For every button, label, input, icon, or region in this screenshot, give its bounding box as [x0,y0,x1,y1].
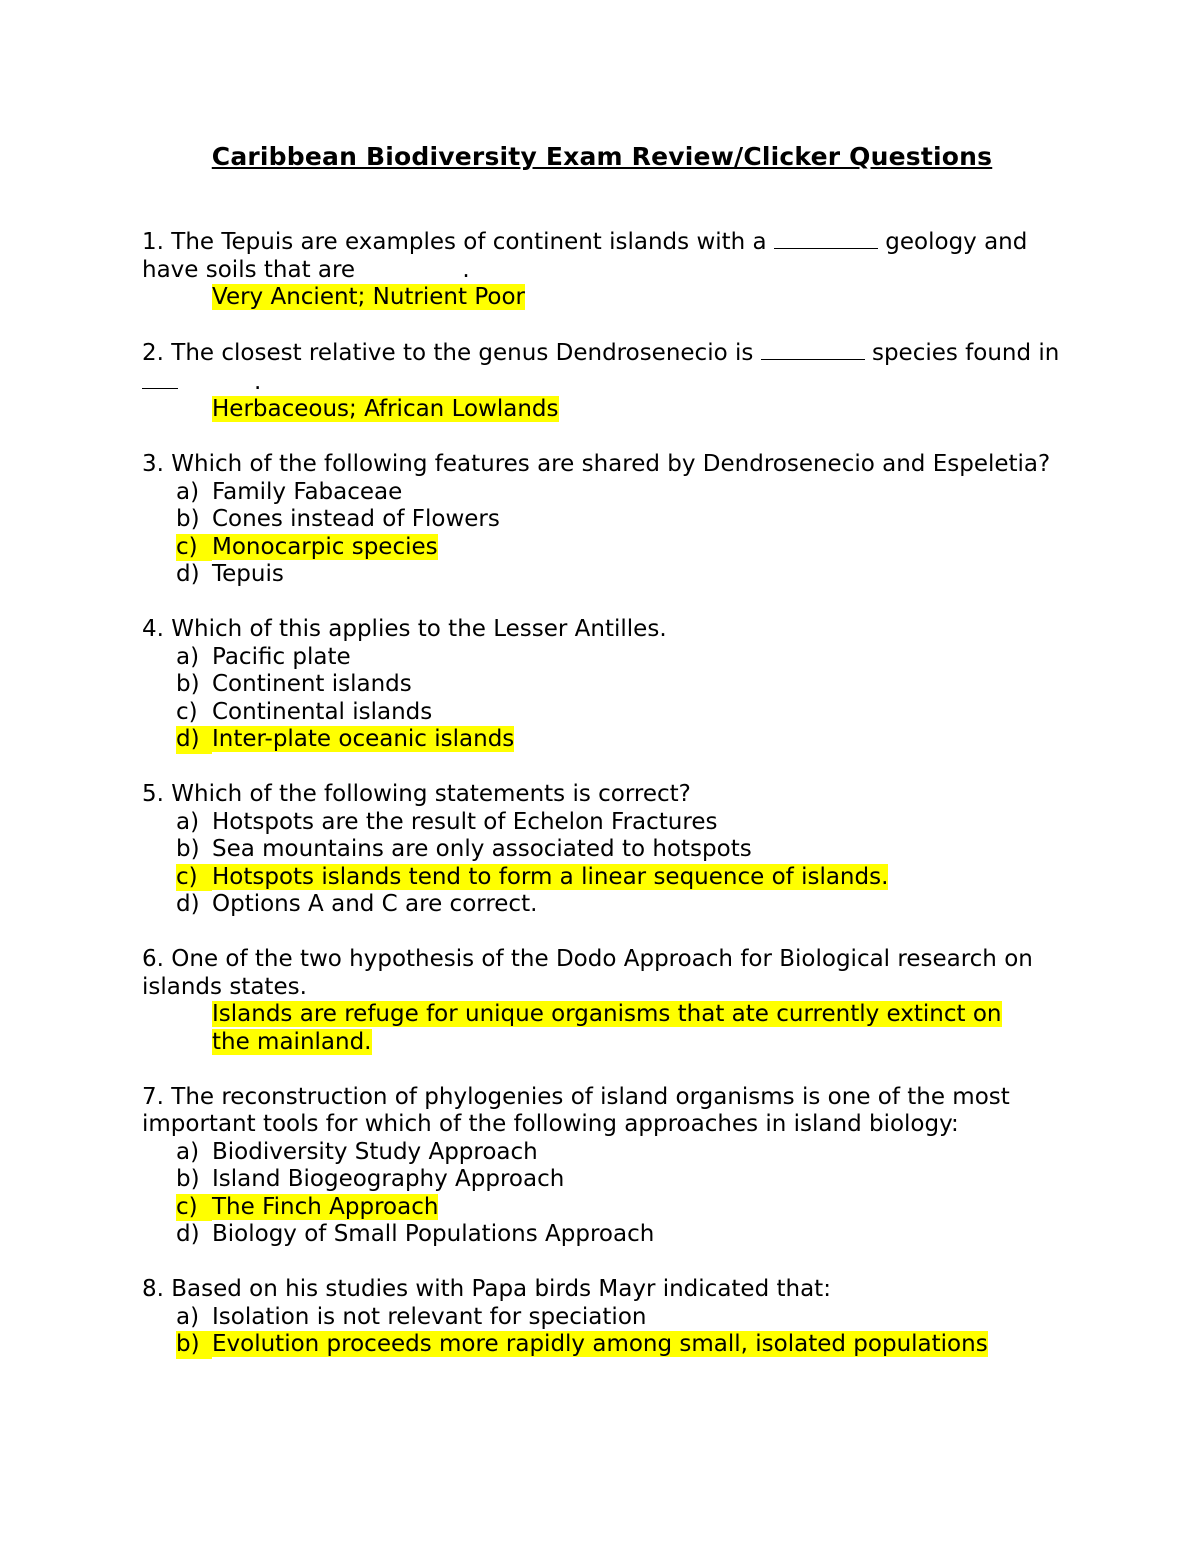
question-4-text: 4. Which of this applies to the Lesser Antilles. [142,616,667,642]
option-b-correct: b) Evolution proceeds more rapidly among small, isolated populations [176,1331,988,1357]
option-a: a) Biodiversity Study Approach [176,1138,538,1165]
question-5-options [142,809,1062,919]
option-d-correct: d) Inter-plate oceanic islands [176,726,515,752]
question-number: 6. [142,946,164,972]
option-a: a) Family Fabaceae [176,478,403,505]
question-5-text: 5. Which of the following statements is correct? [142,781,691,807]
option-a: a) Hotspots are the result of Echelon Fractures [176,808,718,835]
option-b: b) Island Biogeography Approach [176,1166,565,1192]
question-number: 1. [142,229,164,255]
question-3 [142,451,1062,589]
fill-in-blank [774,228,878,249]
fill-in-blank [142,368,178,389]
question-number: 5. [142,781,164,807]
question-2-answer-line [212,396,1062,424]
question-7-options [142,1139,1062,1249]
highlighted-answer: Islands are refuge for unique organisms that ate currently extinct on [212,1001,1002,1027]
question-6-text: 6. One of the two hypothesis of the Dodo Approach for Biological research on islands states. [142,946,1033,1000]
question-8-text: 8. Based on his studies with Papa birds Mayr indicated that: [142,1276,831,1302]
question-number: 8. [142,1276,164,1302]
document-title: Caribbean Biodiversity Exam Review/Clicker Questions [211,142,993,171]
question-7 [142,1084,1062,1249]
option-a: a) Pacific plate [176,643,351,670]
question-number: 3. [142,451,164,477]
question-6 [142,946,1062,1056]
question-2 [142,339,1062,424]
question-1 [142,228,1062,312]
question-4 [142,616,1062,754]
question-3-options [142,479,1062,589]
question-7-text: 7. The reconstruction of phylogenies of island organisms is one of the most important tools for which of the following approaches in island biology: [142,1083,1010,1137]
option-d: d) Options A and C are correct. [176,891,538,917]
option-c: c) Continental islands [176,698,433,725]
option-b: b) Cones instead of Flowers [176,506,500,532]
question-8 [142,1276,1062,1359]
option-d: d) Biology of Small Populations Approach [176,1221,655,1247]
question-3-text: 3. Which of the following features are shared by Dendrosenecio and Espeletia? [142,451,1051,477]
highlighted-answer: Very Ancient; Nutrient Poor [212,284,525,310]
question-2-text: 2. The closest relative to the genus Dendrosenecio is species found in . [142,340,1060,395]
question-number: 7. [142,1083,164,1110]
document-page [142,140,1062,1386]
option-a: a) Isolation is not relevant for speciation [176,1303,647,1330]
option-c-correct: c) Monocarpic species [176,533,438,560]
option-d: d) Tepuis [176,561,284,587]
highlighted-answer: the mainland. [212,1028,372,1055]
fill-in-blank [362,257,462,277]
option-c-correct: c) Hotspots islands tend to form a linear sequence of islands. [176,863,889,890]
question-number: 2. [142,340,164,366]
option-c-correct: c) The Finch Approach [176,1193,439,1220]
question-6-answer-line-2 [212,1029,1062,1057]
question-5 [142,781,1062,919]
question-6-answer-line-1 [212,1001,1062,1029]
question-1-text: 1. The Tepuis are examples of continent islands with a geology and have soils that are . [142,229,1028,283]
question-8-options [142,1304,1062,1359]
question-number: 4. [142,616,164,642]
fill-in-blank [761,339,865,360]
question-1-answer-line [212,284,1062,312]
question-4-options [142,644,1062,754]
option-b: b) Continent islands [176,671,412,697]
option-b: b) Sea mountains are only associated to hotspots [176,836,752,862]
highlighted-answer: Herbaceous; African Lowlands [212,396,559,422]
